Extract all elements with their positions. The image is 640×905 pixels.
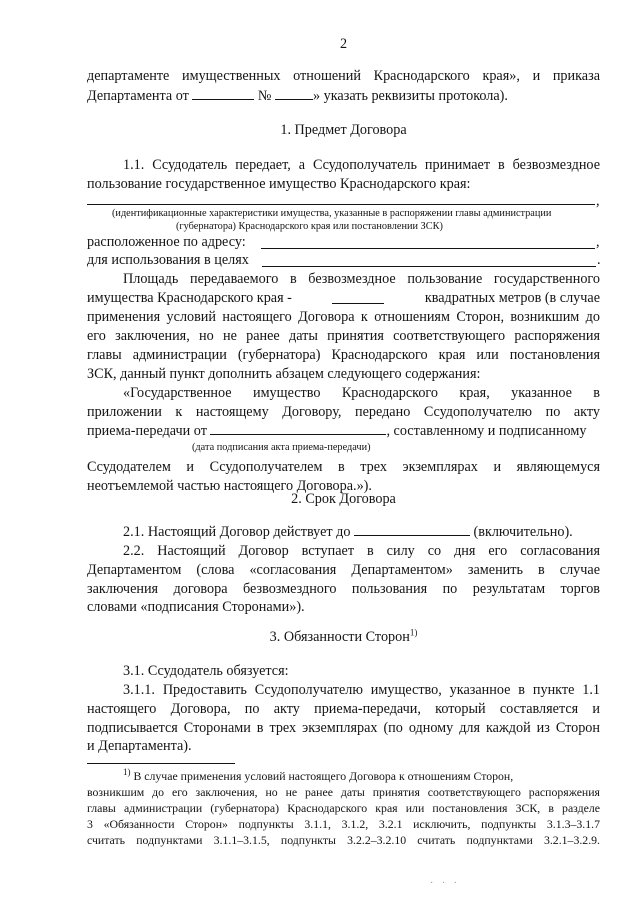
scan-artifact: · · · [430, 878, 460, 889]
footnote-line: главы администрации (губернатора) Краснодарского края или постановления ЗСК, в разделе [87, 801, 600, 815]
quote-line: Ссудодателем и Ссудополучателем в трех экземплярах и являющемуся [87, 459, 600, 475]
paragraph-line: главы администрации (губернатора) Краснодарского края или постановления [87, 347, 600, 363]
paragraph-line: 1.1. Ссудодатель передает, а Ссудополучатель принимает в безвозмездное [123, 157, 600, 173]
paragraph-line: словами «подписания Сторонами»). [87, 599, 305, 615]
address-label: расположенное по адресу: [87, 234, 246, 250]
paragraph-line: Площадь передаваемого в безвозмездное пользование государственного [123, 271, 600, 287]
footnote-line: возникшим до его заключения, но не ранее даты принятия соответствующего распоряжения [87, 785, 600, 799]
paragraph-line: 2.2. Настоящий Договор вступает в силу со дня его согласования [123, 543, 600, 559]
paragraph-line: 2.1. Настоящий Договор действует до (включительно). [123, 524, 573, 540]
paragraph-line: 3.1.1. Предоставить Ссудополучателю имущество, указанное в пункте 1.1 [123, 682, 600, 698]
text-line: Департамента от № » указать реквизиты протокола). [87, 88, 508, 104]
paragraph-line: и Департамента). [87, 738, 192, 754]
quote-line: приложении к настоящему Договору, передано Ссудополучателю по акту [87, 404, 600, 420]
page-number: 2 [339, 36, 348, 52]
purpose-label: для использования в целях [87, 252, 249, 268]
footnote-ref[interactable]: 1) [409, 627, 418, 638]
footnote-line: $^{1)}$ В случае применения условий настоящего Договора к отношениям Сторон, [123, 767, 514, 783]
blank-line [262, 266, 596, 267]
period: . [597, 252, 601, 268]
footnote-line: считать подпунктами 3.1.1–3.1.5, подпункты 3.2.2–3.2.10 считать подпунктами 3.2.1–3.2.9. [87, 833, 600, 847]
blank-line [261, 248, 595, 249]
comma: , [596, 193, 600, 209]
text-line: департаменте имущественных отношений Краснодарского края», и приказа [87, 68, 600, 84]
paragraph-line: настоящего Договора, по акту приема-передачи, который составляется и [87, 701, 600, 717]
quote-line: приема-передачи от , составленному и подписанному [87, 423, 587, 439]
field-note: (губернатора) Краснодарского края или постановлении ЗСК) [176, 221, 443, 232]
paragraph-line: его заключения, но не ранее даты принятия соответствующего распоряжения [87, 328, 600, 344]
quote-line: «Государственное имущество Краснодарского края, указанное в [123, 385, 600, 401]
footnote-separator [87, 763, 235, 764]
blank-line [87, 204, 595, 205]
comma: , [596, 234, 600, 250]
section-heading: 3. Обязанности Сторон$^{1)}$ [269, 627, 418, 645]
paragraph-line: заключения договора безвозмездного пользования по результатам торгов [87, 581, 600, 597]
paragraph-line: подписывается Сторонами в трех экземплярах (по одному для каждой из Сторон [87, 720, 600, 736]
paragraph-line: имущества Краснодарского края - квадратных метров (в случае [87, 290, 600, 306]
field-note: (идентификационные характеристики имущества, указанные в распоряжении главы администрации [112, 208, 552, 219]
paragraph-line: применения условий настоящего Договора к отношениям Сторон, возникшим до [87, 309, 600, 325]
section-heading: 2. Срок Договора [291, 491, 396, 507]
paragraph-line: 3.1. Ссудодатель обязуется: [123, 663, 289, 679]
section-heading: 1. Предмет Договора [280, 122, 407, 138]
paragraph-line: Департаментом (слова «согласования Департаментом» заменить в случае [87, 562, 600, 578]
paragraph-line: пользование государственное имущество Краснодарского края: [87, 176, 471, 192]
quote-line: неотъемлемой частью настоящего Договора.»). [87, 478, 372, 494]
footnote-line: 3 «Обязанности Сторон» подпункты 3.1.1, 3.1.2, 3.2.1 исключить, подпункты 3.1.3–3.1.7 [87, 817, 600, 831]
paragraph-line: ЗСК, данный пункт дополнить абзацем следующего содержания: [87, 366, 481, 382]
field-note: (дата подписания акта приема-передачи) [192, 442, 371, 453]
